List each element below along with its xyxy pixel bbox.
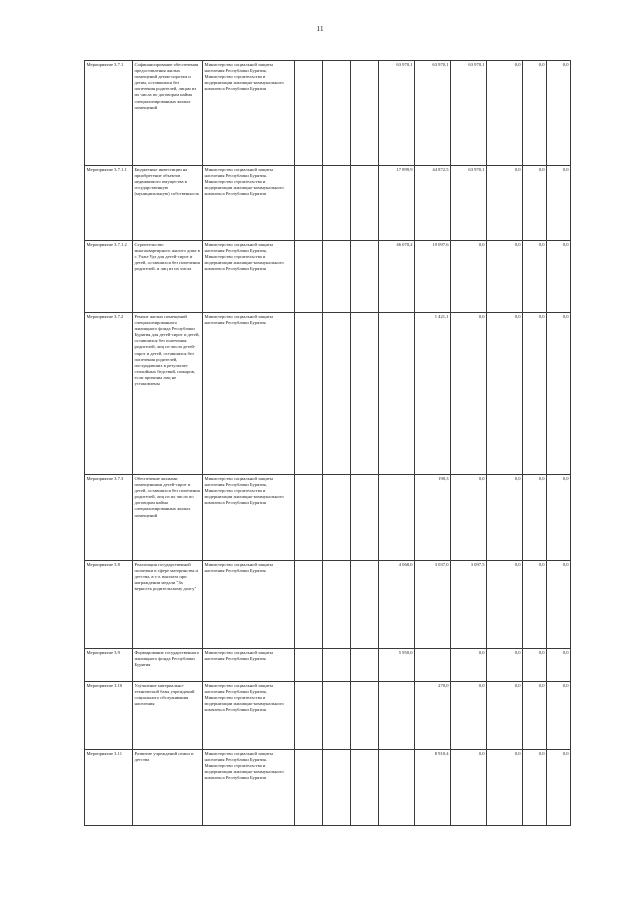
executor-cell: Министерство социальной защиты населения Республики Бурятия, Министерство строительства и модернизации жилищно-коммунального комплекса Республики Бурятия xyxy=(203,166,295,241)
activity-title-cell: Софинансирование обеспечения предоставления жилых помещений детям-сиротам и детям, оставшимся без попечения родителей, лицам из их числа по договорам найма специализированных жилых помещений xyxy=(133,61,203,166)
value-cell: 0,0 xyxy=(523,561,547,649)
executor-cell: Министерство социальной защиты населения Республики Бурятия, Министерство строительства и модернизации жилищно-коммунального комплекса Республики Бурятия xyxy=(203,750,295,826)
activity-title-cell: Развитие учреждений семьи и детства xyxy=(133,750,203,826)
value-cell: 0,0 xyxy=(523,61,547,166)
value-cell: 0,0 xyxy=(451,241,487,313)
blank-cell xyxy=(351,750,379,826)
blank-cell xyxy=(351,241,379,313)
value-cell: 0,0 xyxy=(523,475,547,561)
value-cell: 19 097,6 xyxy=(415,241,451,313)
activity-title-cell: Формирование государственного жилищного фонда Республики Бурятия xyxy=(133,649,203,682)
value-cell: 0,0 xyxy=(547,313,571,475)
activity-title-cell: Ремонт жилых помещений специализированного жилищного фонда Республики Бурятия для детей-сирот и детей, оставшихся без попечения родителей, лиц из числа детей-сирот и детей, оставшихся без попечения родителей, пострадавших в результате стихийных бедствий, пожаров, если причины лиц не установлены xyxy=(133,313,203,475)
table-row xyxy=(85,682,571,750)
value-cell xyxy=(379,313,415,475)
value-cell: 0,0 xyxy=(547,475,571,561)
value-cell: 0,0 xyxy=(547,166,571,241)
value-cell xyxy=(379,475,415,561)
value-cell xyxy=(379,750,415,826)
value-cell: 63 970,1 xyxy=(451,166,487,241)
value-cell: 0,0 xyxy=(523,313,547,475)
blank-cell xyxy=(351,313,379,475)
value-cell: 0,0 xyxy=(487,241,523,313)
blank-cell xyxy=(295,682,323,750)
value-cell: 0,0 xyxy=(523,166,547,241)
value-cell: 0,0 xyxy=(487,682,523,750)
blank-cell xyxy=(295,61,323,166)
blank-cell xyxy=(295,649,323,682)
value-cell: 0,0 xyxy=(523,649,547,682)
activity-title-cell: Строительство многоквартирного жилого дома в г. Улан-Удэ для детей-сирот и детей, оставшихся без попечения родителей, и лиц из их числа xyxy=(133,241,203,313)
value-cell: 0,0 xyxy=(547,241,571,313)
value-cell: 0,0 xyxy=(451,682,487,750)
activity-code-cell: Мероприятие 3.11 xyxy=(85,750,133,826)
blank-cell xyxy=(323,561,351,649)
page-number: 11 xyxy=(316,24,324,33)
blank-cell xyxy=(351,649,379,682)
executor-cell: Министерство социальной защиты населения Республики Бурятия, Министерство строительства и модернизации жилищно-коммунального комплекса Республики Бурятия xyxy=(203,475,295,561)
value-cell: 270,0 xyxy=(415,682,451,750)
value-cell: 0,0 xyxy=(487,649,523,682)
table-row xyxy=(85,166,571,241)
activity-code-cell: Мероприятие 3.9 xyxy=(85,649,133,682)
blank-cell xyxy=(351,61,379,166)
blank-cell xyxy=(323,682,351,750)
value-cell: 190,3 xyxy=(415,475,451,561)
value-cell: 0,0 xyxy=(547,61,571,166)
value-cell: 0,0 xyxy=(523,750,547,826)
activity-title-cell: Обеспечение жилыми помещениями детей-сирот и детей, оставшихся без попечения родителей, лиц из их числа по договорам найма специализированных жилых помещений xyxy=(133,475,203,561)
value-cell: 0,0 xyxy=(487,61,523,166)
activity-code-cell: Мероприятие 3.10 xyxy=(85,682,133,750)
value-cell: 8 910,4 xyxy=(415,750,451,826)
value-cell: 3 037,0 xyxy=(415,561,451,649)
budget-table xyxy=(84,60,571,826)
blank-cell xyxy=(323,649,351,682)
value-cell: 5 950,0 xyxy=(379,649,415,682)
executor-cell: Министерство социальной защиты населения Республики Бурятия xyxy=(203,313,295,475)
table-row xyxy=(85,61,571,166)
blank-cell xyxy=(323,166,351,241)
blank-cell xyxy=(351,475,379,561)
executor-cell: Министерство социальной защиты населения Республики Бурятия, Министерство строительства и модернизации жилищно-коммунального комплекса Республики Бурятия xyxy=(203,241,295,313)
table-row xyxy=(85,649,571,682)
executor-cell: Министерство социальной защиты населения Республики Бурятия, Министерство строительства и модернизации жилищно-коммунального комплекса Республики Бурятия xyxy=(203,682,295,750)
value-cell: 0,0 xyxy=(487,561,523,649)
blank-cell xyxy=(323,750,351,826)
blank-cell xyxy=(295,561,323,649)
value-cell: 0,0 xyxy=(547,649,571,682)
blank-cell xyxy=(351,682,379,750)
value-cell: 0,0 xyxy=(487,750,523,826)
value-cell: 4 068,0 xyxy=(379,561,415,649)
activity-title-cell: Улучшение материально-технической базы учреждений социального обслуживания населения xyxy=(133,682,203,750)
value-cell: 63 970,1 xyxy=(451,61,487,166)
activity-code-cell: Мероприятие 3.7.3 xyxy=(85,475,133,561)
value-cell: 0,0 xyxy=(547,682,571,750)
blank-cell xyxy=(295,166,323,241)
value-cell: 0,0 xyxy=(451,313,487,475)
executor-cell: Министерство социальной защиты населения Республики Бурятия, Министерство строительства и модернизации жилищно-коммунального комплекса Республики Бурятия xyxy=(203,61,295,166)
activity-code-cell: Мероприятие 3.8 xyxy=(85,561,133,649)
value-cell: 46 070,2 xyxy=(379,241,415,313)
table-row xyxy=(85,750,571,826)
executor-cell: Министерство социальной защиты населения Республики Бурятия xyxy=(203,561,295,649)
value-cell xyxy=(379,682,415,750)
blank-cell xyxy=(295,241,323,313)
activity-code-cell: Мероприятие 3.7.1 xyxy=(85,61,133,166)
blank-cell xyxy=(323,241,351,313)
table-row xyxy=(85,241,571,313)
value-cell: 0,0 xyxy=(523,682,547,750)
table-row xyxy=(85,475,571,561)
value-cell: 0,0 xyxy=(547,561,571,649)
value-cell: 0,0 xyxy=(487,166,523,241)
activity-code-cell: Мероприятие 3.7.2 xyxy=(85,313,133,475)
table-row xyxy=(85,313,571,475)
activity-title-cell: Бюджетные инвестиции на приобретение объектов недвижимого имущества в государственную (муниципальную) собственность xyxy=(133,166,203,241)
blank-cell xyxy=(323,313,351,475)
value-cell: 0,0 xyxy=(451,475,487,561)
value-cell xyxy=(415,649,451,682)
activity-code-cell: Мероприятие 3.7.1.1 xyxy=(85,166,133,241)
value-cell: 0,0 xyxy=(487,475,523,561)
value-cell: 0,0 xyxy=(451,750,487,826)
value-cell: 0,0 xyxy=(547,750,571,826)
value-cell: 17 899,9 xyxy=(379,166,415,241)
value-cell: 63 970,1 xyxy=(379,61,415,166)
value-cell: 44 872,5 xyxy=(415,166,451,241)
value-cell: 0,0 xyxy=(451,649,487,682)
activity-code-cell: Мероприятие 3.7.1.2 xyxy=(85,241,133,313)
activity-title-cell: Реализация государственной политики в сфере материнства и детства, в т.ч. выплата при награждении медали "За верность родительскому долгу" xyxy=(133,561,203,649)
blank-cell xyxy=(295,313,323,475)
blank-cell xyxy=(295,475,323,561)
blank-cell xyxy=(351,166,379,241)
blank-cell xyxy=(323,475,351,561)
blank-cell xyxy=(323,61,351,166)
value-cell: 3 097,5 xyxy=(451,561,487,649)
value-cell: 1 421,1 xyxy=(415,313,451,475)
blank-cell xyxy=(351,561,379,649)
blank-cell xyxy=(295,750,323,826)
table-row xyxy=(85,561,571,649)
executor-cell: Министерство социальной защиты населения Республики Бурятия xyxy=(203,649,295,682)
value-cell: 0,0 xyxy=(487,313,523,475)
value-cell: 0,0 xyxy=(523,241,547,313)
value-cell: 63 970,1 xyxy=(415,61,451,166)
